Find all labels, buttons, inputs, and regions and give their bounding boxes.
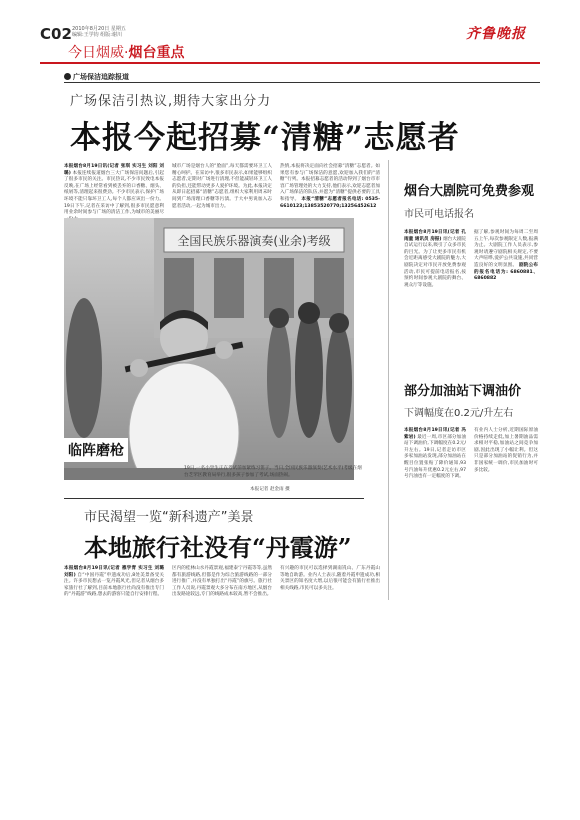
photo-banner-text: 全国民族乐器演奏(业余)考级 — [177, 234, 331, 248]
header-rule — [40, 62, 540, 64]
right-article1-column-2 — [474, 230, 538, 283]
right-article1-column-1 — [404, 230, 466, 289]
right-article2-kicker: 下调幅度在0.2元/升左右 — [404, 408, 514, 419]
article1-kicker: 广场保洁引热议,期待大家出分力 — [70, 94, 272, 109]
right-article2-dateline: 本报烟台8月19日讯(记者 冯紫岩) — [404, 428, 466, 440]
contact-label: 本报“清糖”志愿者报名电话: — [301, 196, 364, 202]
article2-column-2 — [172, 566, 272, 599]
article1-column-1 — [64, 164, 164, 223]
article1-col3-text: 热情,本报将决定面向社会招募“清糖”志愿者。如果您有参与广场保洁的意愿,欢迎加入我们的“清糖”行列。本报招募志愿者的活动得到了烟台市市容广场管理处的大力支持,他们表示,欢迎志愿者加入广场保洁的队伍,并愿为“清糖”提供必要的工具和指导。 — [280, 164, 380, 202]
right-article1-headline: 烟台大剧院可免费参观 — [404, 184, 535, 199]
article2-dateline: 本报烟台8月19日讯(记者 惠学青 实习生 刘璐 刘阳) — [64, 566, 164, 578]
article1-column-3 — [280, 164, 380, 210]
section-name: 今日烟威 — [68, 45, 124, 61]
edition-date: 2010年8月20日 星期五 — [72, 26, 126, 32]
right-article2-col1-text: 最近一周,市区部分加油站下调油价,下调幅度在0.2元/升左右。19日,记者走访市区多家加油站发现,部分加油站在醒目位置张贴了降价通知,93号汽油每升优惠0.2元左右,97号汽油也有一定幅度的下调。 — [404, 434, 466, 480]
photo-caption: 19日,一名小学生正在考试前加紧练习笛子。当日,全国民族乐器演奏(艺术水平)考级在烟台芝罘区教育局举行,很多孩子参加了考试,场面热闹。 — [184, 466, 362, 478]
column-tag-label: 广场保洁追踪报道 — [73, 73, 129, 81]
section-subname: 烟台重点 — [128, 45, 185, 61]
right-article1-col2-text: 据了解,参观时间为每周二至周五上午,每次参观限定人数,报满为止。大剧院工作人员表示,参观时请遵守剧院相关规定,不要大声喧哗,爱护公共设施,共同营造良好的文明氛围。 — [474, 230, 538, 268]
article-divider — [64, 498, 364, 499]
right-article2-column-1 — [404, 428, 466, 481]
photo-credit: 本报记者 赵金雨 摄 — [250, 487, 290, 492]
contact-phones: 0535-6610123;13853520770;13256452612 — [280, 196, 380, 209]
right-article2-headline: 部分加油站下调油价 — [404, 384, 522, 399]
article2-headline: 本地旅行社没有“丹霞游” — [84, 533, 352, 562]
article2-kicker: 市民渴望一览“新科遗产”美景 — [84, 510, 254, 525]
right-article2-col2-text: 有业内人士分析,近期国际原油价格持续走低,加上暑期油品需求相对平稳,加油站之间竞争加剧,因此出现了小幅让利。但这只是部分加油站的促销行为,并非国家统一调价,市民加油时可多比较。 — [474, 428, 538, 473]
article1-dateline: 本报烟台8月19日讯(记者 张琪 实习生 刘阳 刘璐) — [64, 164, 164, 176]
right-article2-column-2 — [474, 428, 538, 474]
section-separator: · — [124, 45, 129, 61]
newspaper-logo: 齐鲁晚报 — [466, 26, 526, 42]
article2-column-3 — [280, 566, 380, 592]
right-article1-dateline: 本报烟台8月19日讯(记者 孔雨童 通讯员 房振) — [404, 230, 466, 242]
page-number: C02 — [40, 25, 72, 43]
article1-headline: 本报今起招募“清糖”志愿者 — [70, 120, 460, 156]
article2-col2-text: 区内的桂林山水丹霞景观,福建泰宁丹霞等等,虽然都有旅游线路,但都是作为综合旅游线路的一部分进行推广,并没有单独打出“丹霞”的旗号。旅行社工作人员说,丹霞景观大多分布在南方地区,从烟台出发路途较远,专门的线路成本较高,暂不会推出。 — [172, 566, 272, 598]
section-title — [68, 42, 184, 62]
tag-rule — [64, 82, 540, 83]
right-article1-kicker: 市民可电话报名 — [404, 209, 474, 220]
bullet-icon — [64, 73, 71, 80]
phone-label: 剧院公布的报名电话为: — [474, 262, 538, 275]
article2-column-1 — [64, 566, 164, 599]
edition-editors: 编辑:王学钧 组版:谢川 — [72, 32, 122, 38]
right-article1-col1-text: 烟台大剧院自试运行以来,吸引了众多市民的目光。为了让更多市民有机会近距离感受大剧院的魅力,大剧院决定对市民开放免费参观活动,市民可提前电话报名,按预约时间参观大剧院的舞台、观众厅等设施。 — [404, 236, 466, 288]
right-column-rule — [388, 160, 389, 600]
article1-col2-text: 城市广场是烟台人的“脸面”,每天都需要环卫工人精心呵护。在采访中,很多市民表示,如果能够组织志愿者,定期对广场进行清理,不但能减轻环卫工人的负担,还能带动更多人爱护环境。为此,本报决定从即日起招募“清糖”志愿者,组织大家利用周末时间到广场清理口香糖等污渍。于大中男说加入志愿者活动,一起为城市出力。 — [172, 164, 272, 209]
article2-col3-text: 有兴趣的市民可以选择到湖南崀山、广东丹霞山等地自助游。业内人士表示,随着丹霞申遗成功,相关景区的知名度大增,以后很可能会有旅行社推出相关线路,市民可以多关注。 — [280, 566, 380, 591]
article1-col1-text: 本报连续报道烟台三大广场保洁问题后,引起了很多市民的关注。市民热议,不少市民致电本报反映,在广场上经常看到被丢弃的口香糖、烟头、纸屑等,清理起来很费劲。不少市民表示,保护广场环境不能只靠环卫工人,每个人都应该出一份力。19日下午,记者在采访中了解到,很多市民愿意利用业余时间参与广场的清洁工作,为城市的美丽尽 — [64, 170, 164, 216]
article1-column-2 — [172, 164, 272, 210]
column-tag — [64, 72, 129, 82]
article2-col1-text: 自“中国丹霞”申遗成功后,8处美景备受关注。许多市民想去一览丹霞风光,但记者从烟台多家旅行社了解到,目前本地旅行社尚没有推出专门的“丹霞游”线路,想去的游客只能自行安排行程。 — [64, 572, 164, 598]
phone-numbers: 6860881、6860882 — [474, 269, 539, 282]
photo-label: 临阵磨枪 — [64, 438, 128, 462]
